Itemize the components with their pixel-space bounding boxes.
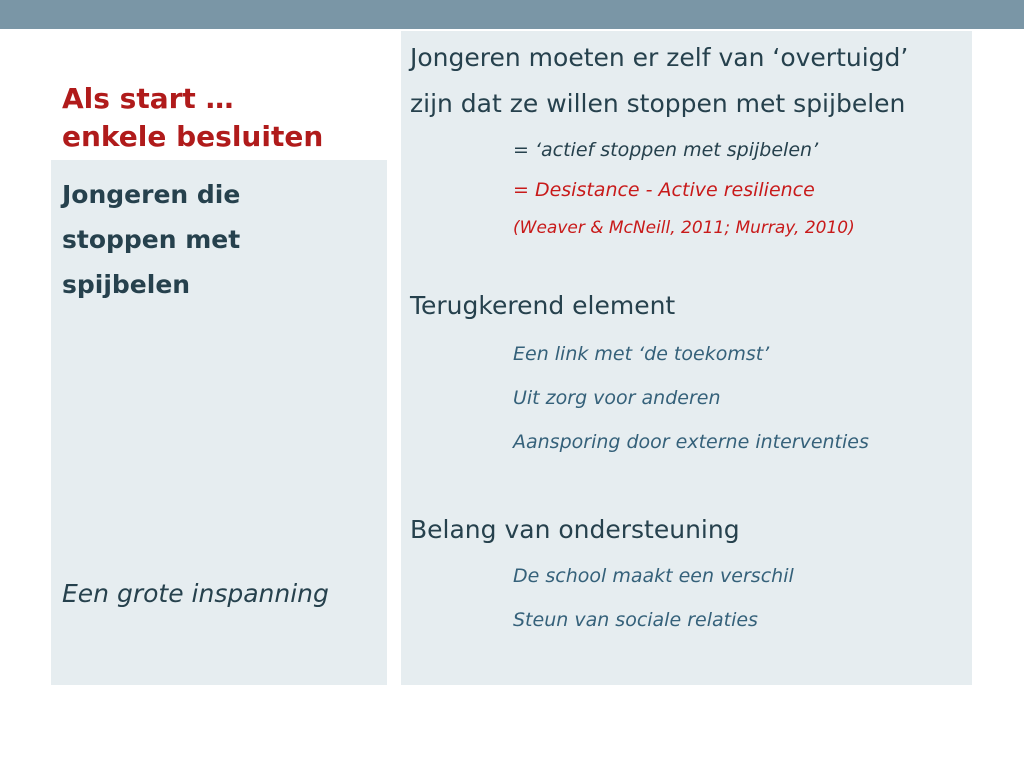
title-line-2: enkele besluiten — [62, 120, 324, 153]
section-1-item: Een link met ‘de toekomst’ — [513, 343, 770, 365]
top-bar — [0, 0, 1024, 29]
left-panel — [51, 160, 387, 685]
definition-2: = Desistance - Active resilience — [513, 179, 815, 201]
definition-1: = ‘actief stoppen met spijbelen’ — [513, 139, 819, 161]
intro-line-1: Jongeren moeten er zelf van ‘overtuigd’ — [410, 43, 909, 72]
section-2-item: Steun van sociale relaties — [513, 609, 758, 631]
slide-title — [62, 80, 323, 156]
section-1-item: Aansporing door externe interventies — [513, 431, 869, 453]
section-1-item: Uit zorg voor anderen — [513, 387, 721, 409]
section-1-heading: Terugkerend element — [410, 291, 676, 320]
section-2-heading: Belang van ondersteuning — [410, 515, 740, 544]
section-2-item: De school maakt een verschil — [513, 565, 794, 587]
intro-line-2: zijn dat ze willen stoppen met spijbelen — [410, 89, 906, 118]
left-heading: Jongeren die stoppen met spijbelen — [62, 180, 241, 299]
title-line-1: Als start … — [62, 82, 234, 115]
right-panel — [401, 31, 972, 685]
left-footer: Een grote inspanning — [62, 579, 329, 608]
reference: (Weaver & McNeill, 2011; Murray, 2010) — [513, 218, 855, 238]
